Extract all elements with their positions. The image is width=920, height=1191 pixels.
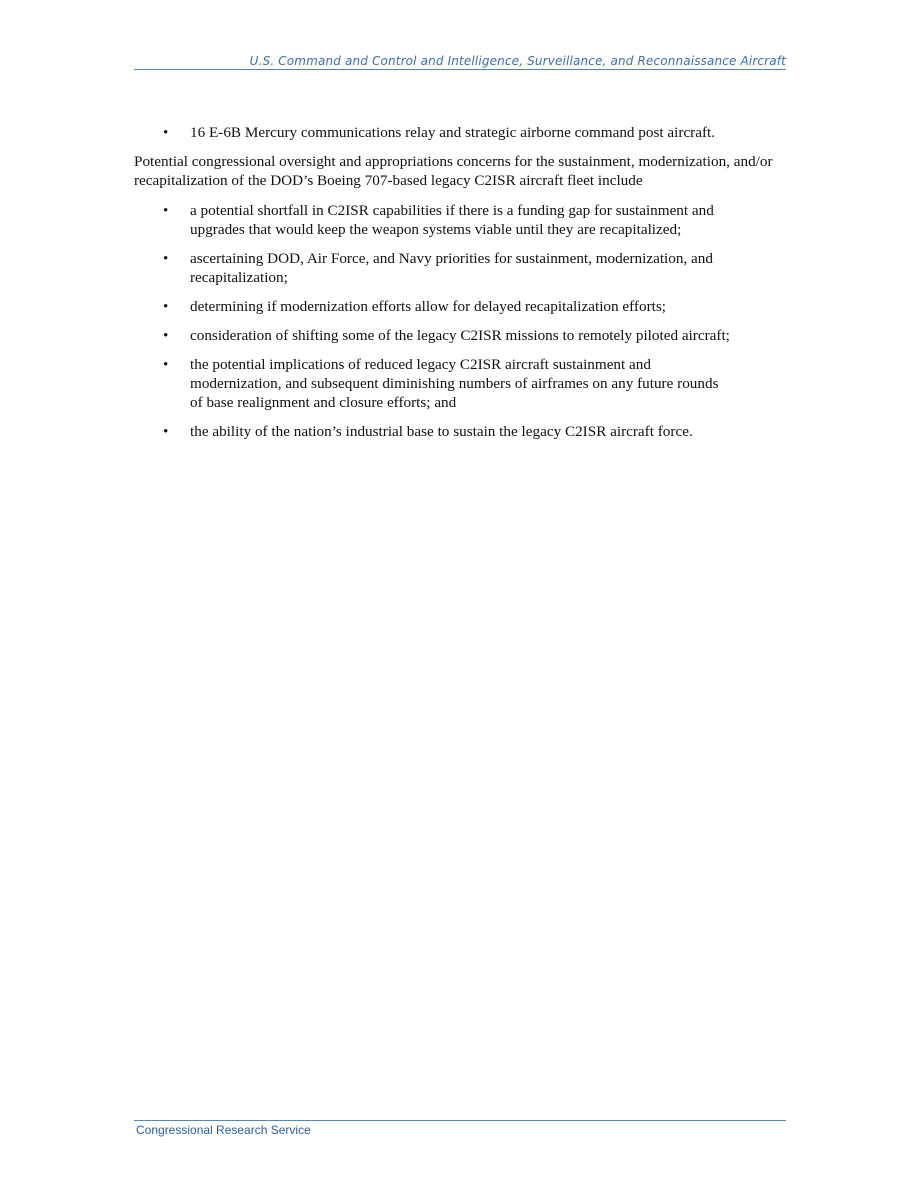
header-rule	[134, 69, 786, 70]
list-item-text: the potential implications of reduced legacy C2ISR aircraft sustainment and modernization, and subsequent diminishing numbers of airframes on any future rounds of base realignment and closure efforts; and	[190, 356, 719, 411]
list-item-text: determining if modernization efforts allow for delayed recapitalization efforts;	[190, 298, 666, 315]
running-header: U.S. Command and Control and Intelligence, Surveillance, and Reconnaissance Aircraft	[249, 54, 786, 68]
bullet-icon: •	[163, 202, 169, 219]
footer-rule	[134, 1120, 786, 1121]
list-item	[134, 326, 730, 345]
list-item	[134, 422, 730, 441]
concerns-bullet-list	[134, 201, 794, 441]
list-item-text: ascertaining DOD, Air Force, and Navy priorities for sustainment, modernization, and recapitalization;	[190, 250, 713, 286]
list-item	[134, 201, 730, 239]
list-item-text: consideration of shifting some of the legacy C2ISR missions to remotely piloted aircraft;	[190, 327, 730, 344]
bullet-icon: •	[163, 423, 169, 440]
bullet-icon: •	[163, 356, 169, 373]
paragraph: Potential congressional oversight and appropriations concerns for the sustainment, modernization, and/or recapitalization of the DOD’s Boeing 707-based legacy C2ISR aircraft fleet include	[134, 153, 773, 189]
list-item-text: a potential shortfall in C2ISR capabilities if there is a funding gap for sustainment and upgrades that would keep the weapon systems viable until they are recapitalized;	[190, 202, 714, 238]
body-text	[134, 123, 794, 451]
list-item	[134, 249, 730, 287]
bullet-icon: •	[163, 124, 169, 141]
list-item	[134, 123, 730, 142]
footer-source: Congressional Research Service	[136, 1123, 311, 1137]
list-item-text: 16 E-6B Mercury communications relay and strategic airborne command post aircraft.	[190, 124, 716, 141]
bullet-icon: •	[163, 327, 169, 344]
list-item	[134, 355, 730, 412]
bullet-icon: •	[163, 298, 169, 315]
intro-bullet-list	[134, 123, 794, 142]
bullet-icon: •	[163, 250, 169, 267]
list-item-text: the ability of the nation’s industrial base to sustain the legacy C2ISR aircraft force.	[190, 423, 693, 440]
list-item	[134, 297, 730, 316]
